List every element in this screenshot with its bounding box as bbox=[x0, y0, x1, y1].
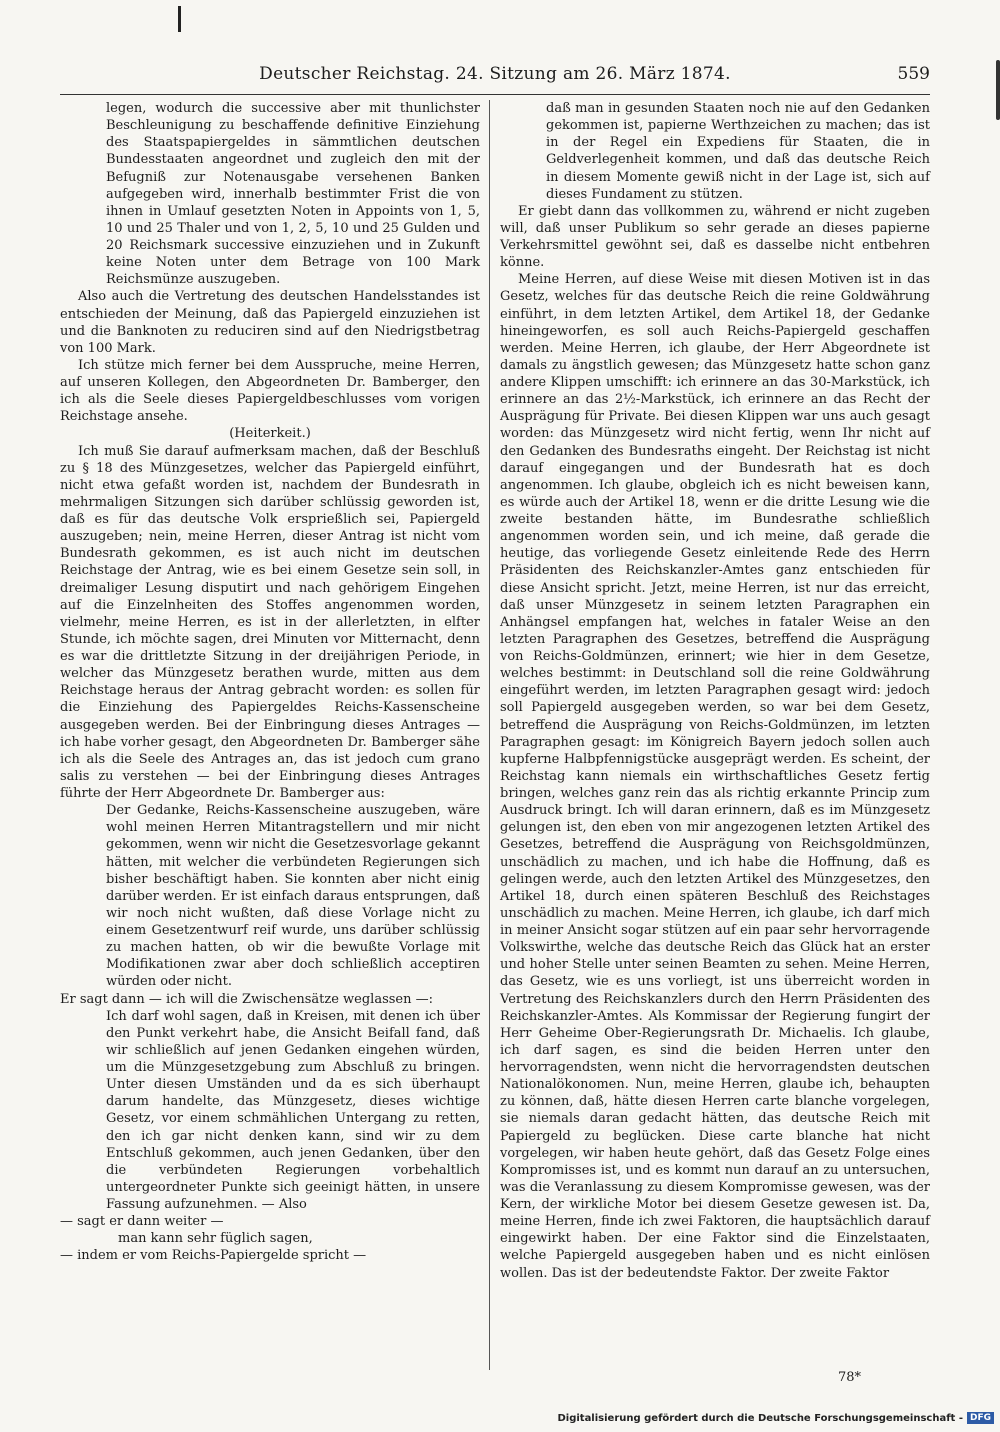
paragraph: legen, wodurch die successive aber mit thunlichster Beschleunigung zu beschaffende definitive Einziehung des Staatspapiergeldes in sämmtlichen deutschen Bundesstaaten angeordnet und zugleich den mit der Befugniß zur Notenausgabe versehenen Banken aufgegeben wird, innerhalb bestimmter Frist die von ihnen in Umlauf gesetzten Noten in Appoints von 1, 5, 10 und 25 Thaler und von 1, 2, 5, 10 und 25 Gulden und 20 Reichsmark successive einzuziehen und in Zukunft keine Noten unter dem Betrage von 100 Mark Reichsmünze auszugeben. bbox=[106, 101, 480, 288]
running-title: Deutscher Reichstag. 24. Sitzung am 26. März 1874. bbox=[259, 64, 731, 84]
interjection: (Heiterkeit.) bbox=[229, 426, 311, 442]
digitization-credit bbox=[557, 1412, 994, 1424]
paragraph: Meine Herren, auf diese Weise mit diesen Motiven ist in das Gesetz, welches für das deutsche Reich die reine Goldwährung einführt, in dem letzten Artikel, dem Artikel 18, der Gedanke hineingeworfen, es soll auch Reichs-Papiergeld geschaffen werden. Meine Herren, ich glaube, der Herr Abgeordnete ist damals zu ängstlich gewesen; das Münzgesetz hatte schon ganz andere Klippen umschifft: ich erinnere an das 30-Markstück, ich erinnere an das 2½-Markstück, ich erinnere an das Recht der Ausprägung für Private. Bei diesen Klippen war uns auch gesagt worden: das Münzgesetz wird nicht fertig, wenn Ihr nicht auf den Gedanken des Bundesraths eingeht. Der Reichstag ist nicht darauf eingegangen und der Bundesrath hat es doch angenommen. Ich glaube, obgleich ich es nicht beweisen kann, es würde auch der Artikel 18, wenn er die dritte Lesung wie die zweite bestanden hätte, im Bundesrathe schließlich angenommen worden sein, und ich meine, daß gerade die heutige, das vorliegende Gesetz einleitende Rede des Herrn Präsidenten des Reichskanzler-Amtes ganz entschieden für diese Ansicht spricht. Jetzt, meine Herren, ist nur das erreicht, daß unser Münzgesetz in seinem letzten Paragraphen ein Anhängsel empfangen hat, welches in fataler Weise an den letzten Paragraphen des Gesetzes, betreffend die Ausprägung von Reichs-Goldmünzen, erinnert; wie hier in dem Gesetze, welches bestimmt: in Deutschland soll die reine Goldwährung eingeführt werden, im letzten Paragraphen gesagt wird: jedoch soll Papiergeld ausgegeben werden, so war bei dem Gesetz, betreffend die Ausprägung von Reichs-Goldmünzen, im letzten Paragraphen gesagt: im Königreich Bayern jedoch sollen auch kupferne Halbpfennigstücke ausgeprägt werden. Es scheint, der Reichstag kann niemals ein wirthschaftliches Gesetz fertig bringen, welches ganz rein das als richtig erkannte Princip zum Ausdruck bringt. Ich will daran erinnern, daß es im Münzgesetz gelungen ist, den eben von mir angezogenen letzten Artikel des Gesetzes, betreffend die Ausprägung von Reichsgoldmünzen, unschädlich zu machen, und ich habe die Hoffnung, daß es gelingen werde, auch den letzten Artikel des Münzgesetzes, den Artikel 18, durch einen späteren Beschluß des Reichstages unschädlich zu machen. Meine Herren, ich glaube, ich darf mich in meiner Ansicht sogar stützen auf ein paar sehr hervorragende Volkswirthe, welche das deutsche Reich das Glück hat an erster und hoher Stelle unter seinen Beamten zu sehen. Meine Herren, das Gesetz, wie es uns vorliegt, ist uns überreicht worden in Vertretung des Reichskanzlers durch den Herrn Präsidenten des Reichskanzler-Amtes. Als Kommissar der Regierung fungirt der Herr Geheime Ober-Regierungsrath Dr. Michaelis. Ich glaube, ich darf sagen, es sind die beiden Herren unter den hervorragendsten, wenn nicht die hervorragendsten deutschen Nationalökonomen. Nun, meine Herren, glaube ich, behaupten zu können, daß, hätte diesen Herren carte blanche vorgelegen, sie niemals daran gedacht hätten, das deutsche Reich mit Papiergeld zu beglücken. Diese carte blanche hat nicht vorgelegen, wir haben heute gehört, daß das Gesetz Folge eines Kompromisses ist, und es kommt nun darauf an zu untersuchen, was die Veranlassung zu diesem Kompromisse gewesen, was der Kern, der wirkliche Motor bei diesem Gesetze gewesen ist. Da, meine Herren, finde ich zwei Faktoren, die hauptsächlich darauf eingewirkt haben. Der eine Faktor sind die Einzelstaaten, welche Papiergeld ausgegeben haben und es nicht einlösen wollen. Das ist der bedeutendste Faktor. Der zweite Faktor bbox=[500, 272, 930, 1281]
scan-edge-mark bbox=[996, 60, 1000, 120]
quote: Ich darf wohl sagen, daß in Kreisen, mit denen ich über den Punkt verkehrt habe, die Ansicht Beifall fand, daß wir schließlich auf jenen Gedanken eingehen würden, um die Münzgesetzgebung zum Abschluß zu bringen. Unter diesen Umständen und da es sich überhaupt darum handelte, das Münzgesetz, dieses wichtige Gesetz, vor einem schmählichen Untergang zu retten, den ich gar nicht denken kann, sind wir zu dem Entschluß gekommen, auch jenen Gedanken, über den die verbündeten Regierungen vorbehaltlich untergeordneter Punkte sich geeinigt hätten, in unsere Fassung aufzunehmen. — Also bbox=[106, 1008, 480, 1212]
right-column bbox=[500, 100, 930, 1282]
dfg-logo: DFG bbox=[967, 1412, 994, 1424]
paragraph: Ich muß Sie darauf aufmerksam machen, daß der Beschluß zu § 18 des Münzgesetzes, welcher das Papiergeld einführt, nicht etwa gefaßt worden ist, nachdem der Bundesrath in mehrmaligen Sitzungen sich darüber schlüssig geworden ist, daß es für das deutsche Volk ersprießlich sei, Papiergeld auszugeben; nein, meine Herren, dieser Antrag ist nicht vom Bundesrath gekommen, es ist auch nicht im deutschen Reichstage der Antrag, wie es bei einem Gesetze sein soll, in dreimaliger Lesung disputirt und nach gehörigem Eingehen auf die Einzelnheiten des Stoffes angenommen worden, vielmehr, meine Herren, es ist in der allerletzten, in elfter Stunde, ich möchte sagen, drei Minuten vor Mitternacht, denn es war die drittletzte Sitzung in der dreijährigen Periode, in welcher das Münzgesetz berathen wurde, mitten aus dem Reichstage heraus der Antrag gebracht worden: es sollen für die Einziehung des Papiergeldes Reichs-Kassenscheine ausgegeben werden. Bei der Einbringung dieses Antrages — ich habe vorher gesagt, den Abgeordneten Dr. Bamberger sähe ich als die Seele des Antrages an, das ist jedoch cum grano salis zu verstehen — bei der Einbringung dieses Antrages führte der Herr Abgeordnete Dr. Bamberger aus: bbox=[60, 443, 480, 801]
column-divider bbox=[489, 100, 490, 1370]
page-edge-mark bbox=[178, 6, 181, 32]
paragraph: Er sagt dann — ich will die Zwischensätze weglassen —: bbox=[60, 991, 434, 1007]
quote: daß man in gesunden Staaten noch nie auf den Gedanken gekommen ist, papierne Werthzeichen zu machen; das ist in der Regel ein Expediens für Staaten, die in Geldverlegenheit kommen, und daß das deutsche Reich in diesem Momente gewiß nicht in der Lage ist, sich auf dieses Fundament zu stützen. bbox=[546, 101, 930, 202]
paragraph: Er giebt dann das vollkommen zu, während er nicht zugeben will, daß unser Publikum so sehr gerade an dieses papierne Verkehrsmittel gewöhnt sei, daß es dasselbe nicht entbehren könne. bbox=[500, 203, 930, 271]
quote: man kann sehr füglich sagen, bbox=[118, 1231, 313, 1247]
aside: — indem er vom Reichs-Papiergelde spricht — bbox=[60, 1248, 367, 1264]
aside: — sagt er dann weiter — bbox=[60, 1214, 224, 1230]
quote: Der Gedanke, Reichs-Kassenscheine auszugeben, wäre wohl meinen Herren Mitantragstellern und mir nicht gekommen, wenn wir nicht die Gesetzesvorlage gekannt hätten, mit welcher die verbündeten Regierungen sich bisher beschäftigt haben. Sie konnten aber nicht einig darüber werden. Er ist einfach daraus entsprungen, daß wir noch nicht wußten, daß diese Vorlage nicht zu einem Gesetzentwurf reif wurde, uns darüber schlüssig zu machen hatten, ob wir die bewußte Vorlage mit Modifikationen zwar aber doch schließlich acceptiren würden oder nicht. bbox=[106, 803, 480, 990]
credit-text: Digitalisierung gefördert durch die Deutsche Forschungsgemeinschaft - bbox=[557, 1412, 963, 1424]
page-number: 559 bbox=[897, 64, 930, 84]
left-column bbox=[60, 100, 480, 1265]
sheet-number: 78* bbox=[838, 1370, 862, 1385]
paragraph: Also auch die Vertretung des deutschen Handelsstandes ist entschieden der Meinung, daß das Papiergeld einzuziehen ist und die Banknoten zu reduciren sind auf den Niedrigstbetrag von 100 Mark. bbox=[60, 289, 480, 356]
paragraph: Ich stütze mich ferner bei dem Ausspruche, meine Herren, auf unseren Kollegen, den Abgeordneten Dr. Bamberger, den ich als die Seele dieses Papiergeldbeschlusses vom vorigen Reichstage ansehe. bbox=[60, 357, 480, 425]
page-header bbox=[60, 64, 930, 95]
